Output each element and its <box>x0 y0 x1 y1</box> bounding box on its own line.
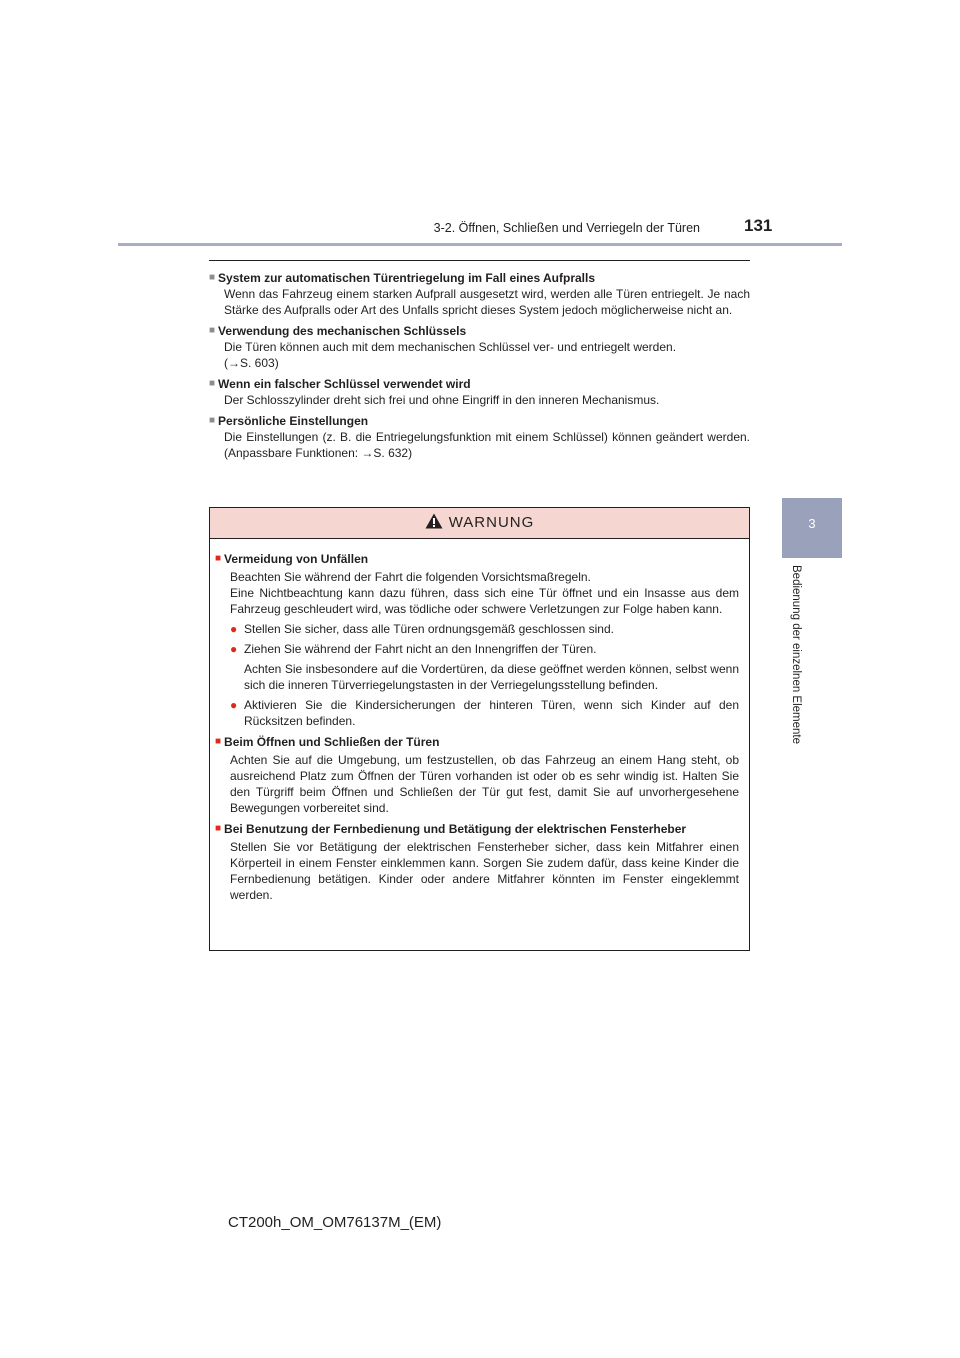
page-reference-link[interactable]: (→S. 603) <box>224 356 279 370</box>
note-body: Die Einstellungen (z. B. die Entriegelungsfunktion mit einem Schlüssel) können geändert werden. (Anpassbare Funktionen: →S. 632) <box>224 430 750 460</box>
warning-section-title: ■ Beim Öffnen und Schließen der Türen <box>215 735 440 749</box>
square-bullet-icon: ■ <box>215 736 222 747</box>
section-header: 3-2. Öffnen, Schließen und Verriegeln der Türen <box>433 221 700 235</box>
chapter-tab[interactable] <box>782 498 842 558</box>
warning-triangle-icon <box>425 513 443 529</box>
warning-section <box>215 551 739 729</box>
warning-section-title: ■ Vermeidung von Unfällen <box>215 552 369 566</box>
warning-section <box>215 734 739 816</box>
note-body: Wenn das Fahrzeug einem starken Aufprall ausgesetzt wird, werden alle Türen entriegelt. Je nach Stärke des Aufpralls oder Art des Unfalls spricht dieses System jedoch möglicherweise nicht an. <box>224 287 750 317</box>
note-title: ■ Persönliche Einstellungen <box>209 414 369 428</box>
document-code: CT200h_OM_OM76137M_(EM) <box>228 1214 442 1231</box>
chapter-label-text: Bedienung der einzelnen Elemente <box>790 565 802 745</box>
bullet-item: ● Ziehen Sie während der Fahrt nicht an den Innengriffen der Türen. <box>230 642 597 656</box>
note-item <box>209 323 750 371</box>
round-bullet-icon: ● <box>230 622 238 636</box>
warning-header <box>210 508 749 539</box>
warning-heading: WARNUNG <box>448 514 535 531</box>
content-rule <box>209 260 750 261</box>
warning-text: Stellen Sie vor Betätigung der elektrischen Fensterheber sicher, dass kein Mitfahrer einen Körperteil in einem Fenster einklemmen kann. Sorgen Sie zudem dafür, dass keine Kinder die Fernbedienung betätigen. Kinder oder andere Mitfahrer könnten im Fenster eingeklemmt werden. <box>230 840 739 902</box>
warning-section <box>215 821 739 903</box>
note-title: ■ Verwendung des mechanischen Schlüssels <box>209 324 467 338</box>
note-item <box>209 270 750 318</box>
square-bullet-icon: ■ <box>209 325 216 336</box>
chapter-side-label <box>788 565 802 770</box>
page-number: 131 <box>744 216 773 235</box>
note-title: ■ System zur automatischen Türentriegelung im Fall eines Aufpralls <box>209 271 596 285</box>
note-body: Der Schlosszylinder dreht sich frei und ohne Eingriff in den inneren Mechanismus. <box>224 393 660 407</box>
square-bullet-icon: ■ <box>215 553 222 564</box>
bullet-item: ● Stellen Sie sicher, dass alle Türen ordnungsgemäß geschlossen sind. <box>230 622 614 636</box>
warning-section-title: ■ Bei Benutzung der Fernbedienung und Betätigung der elektrischen Fensterheber <box>215 822 687 836</box>
square-bullet-icon: ■ <box>209 272 216 283</box>
note-title: ■ Wenn ein falscher Schlüssel verwendet wird <box>209 377 471 391</box>
bullet-item: ● Aktivieren Sie die Kindersicherungen der hinteren Türen, wenn sich Kinder auf den Rücksitzen befinden. <box>230 698 739 728</box>
chapter-number: 3 <box>808 516 816 531</box>
warning-box <box>209 507 750 951</box>
square-bullet-icon: ■ <box>209 415 216 426</box>
square-bullet-icon: ■ <box>215 823 222 834</box>
warning-text: Achten Sie auf die Umgebung, um festzustellen, ob das Fahrzeug an einem Hang steht, ob ausreichend Platz zum Öffnen der Türen vorhanden ist oder ob es sehr windig ist. Halten Sie den Türgriff beim Öffnen und Schließen der Tür gut fest, damit Sie auf unvorhergesehene Bewegungen vorbereitet sind. <box>230 753 739 815</box>
warning-content <box>210 539 749 903</box>
bullet-detail: Achten Sie insbesondere auf die Vordertüren, da diese geöffnet werden können, selbst wenn sich die inneren Türverriegelungstasten in der Verriegelungsstellung befinden. <box>244 662 739 692</box>
round-bullet-icon: ● <box>230 698 238 712</box>
header-rule <box>118 243 842 246</box>
note-item <box>209 376 750 408</box>
square-bullet-icon: ■ <box>209 378 216 389</box>
note-body: Die Türen können auch mit dem mechanischen Schlüssel ver- und entriegelt werden. <box>224 340 677 354</box>
round-bullet-icon: ● <box>230 642 238 656</box>
warning-text: Beachten Sie während der Fahrt die folgenden Vorsichtsmaßregeln. Eine Nichtbeachtung kann dazu führen, dass sich eine Tür öffnet und ein Insasse aus dem Fahrzeug geschleudert wird, was tödliche oder schwere Verletzungen zur Folge haben kann. <box>230 570 739 616</box>
notes-section <box>209 270 750 466</box>
note-item <box>209 413 750 461</box>
